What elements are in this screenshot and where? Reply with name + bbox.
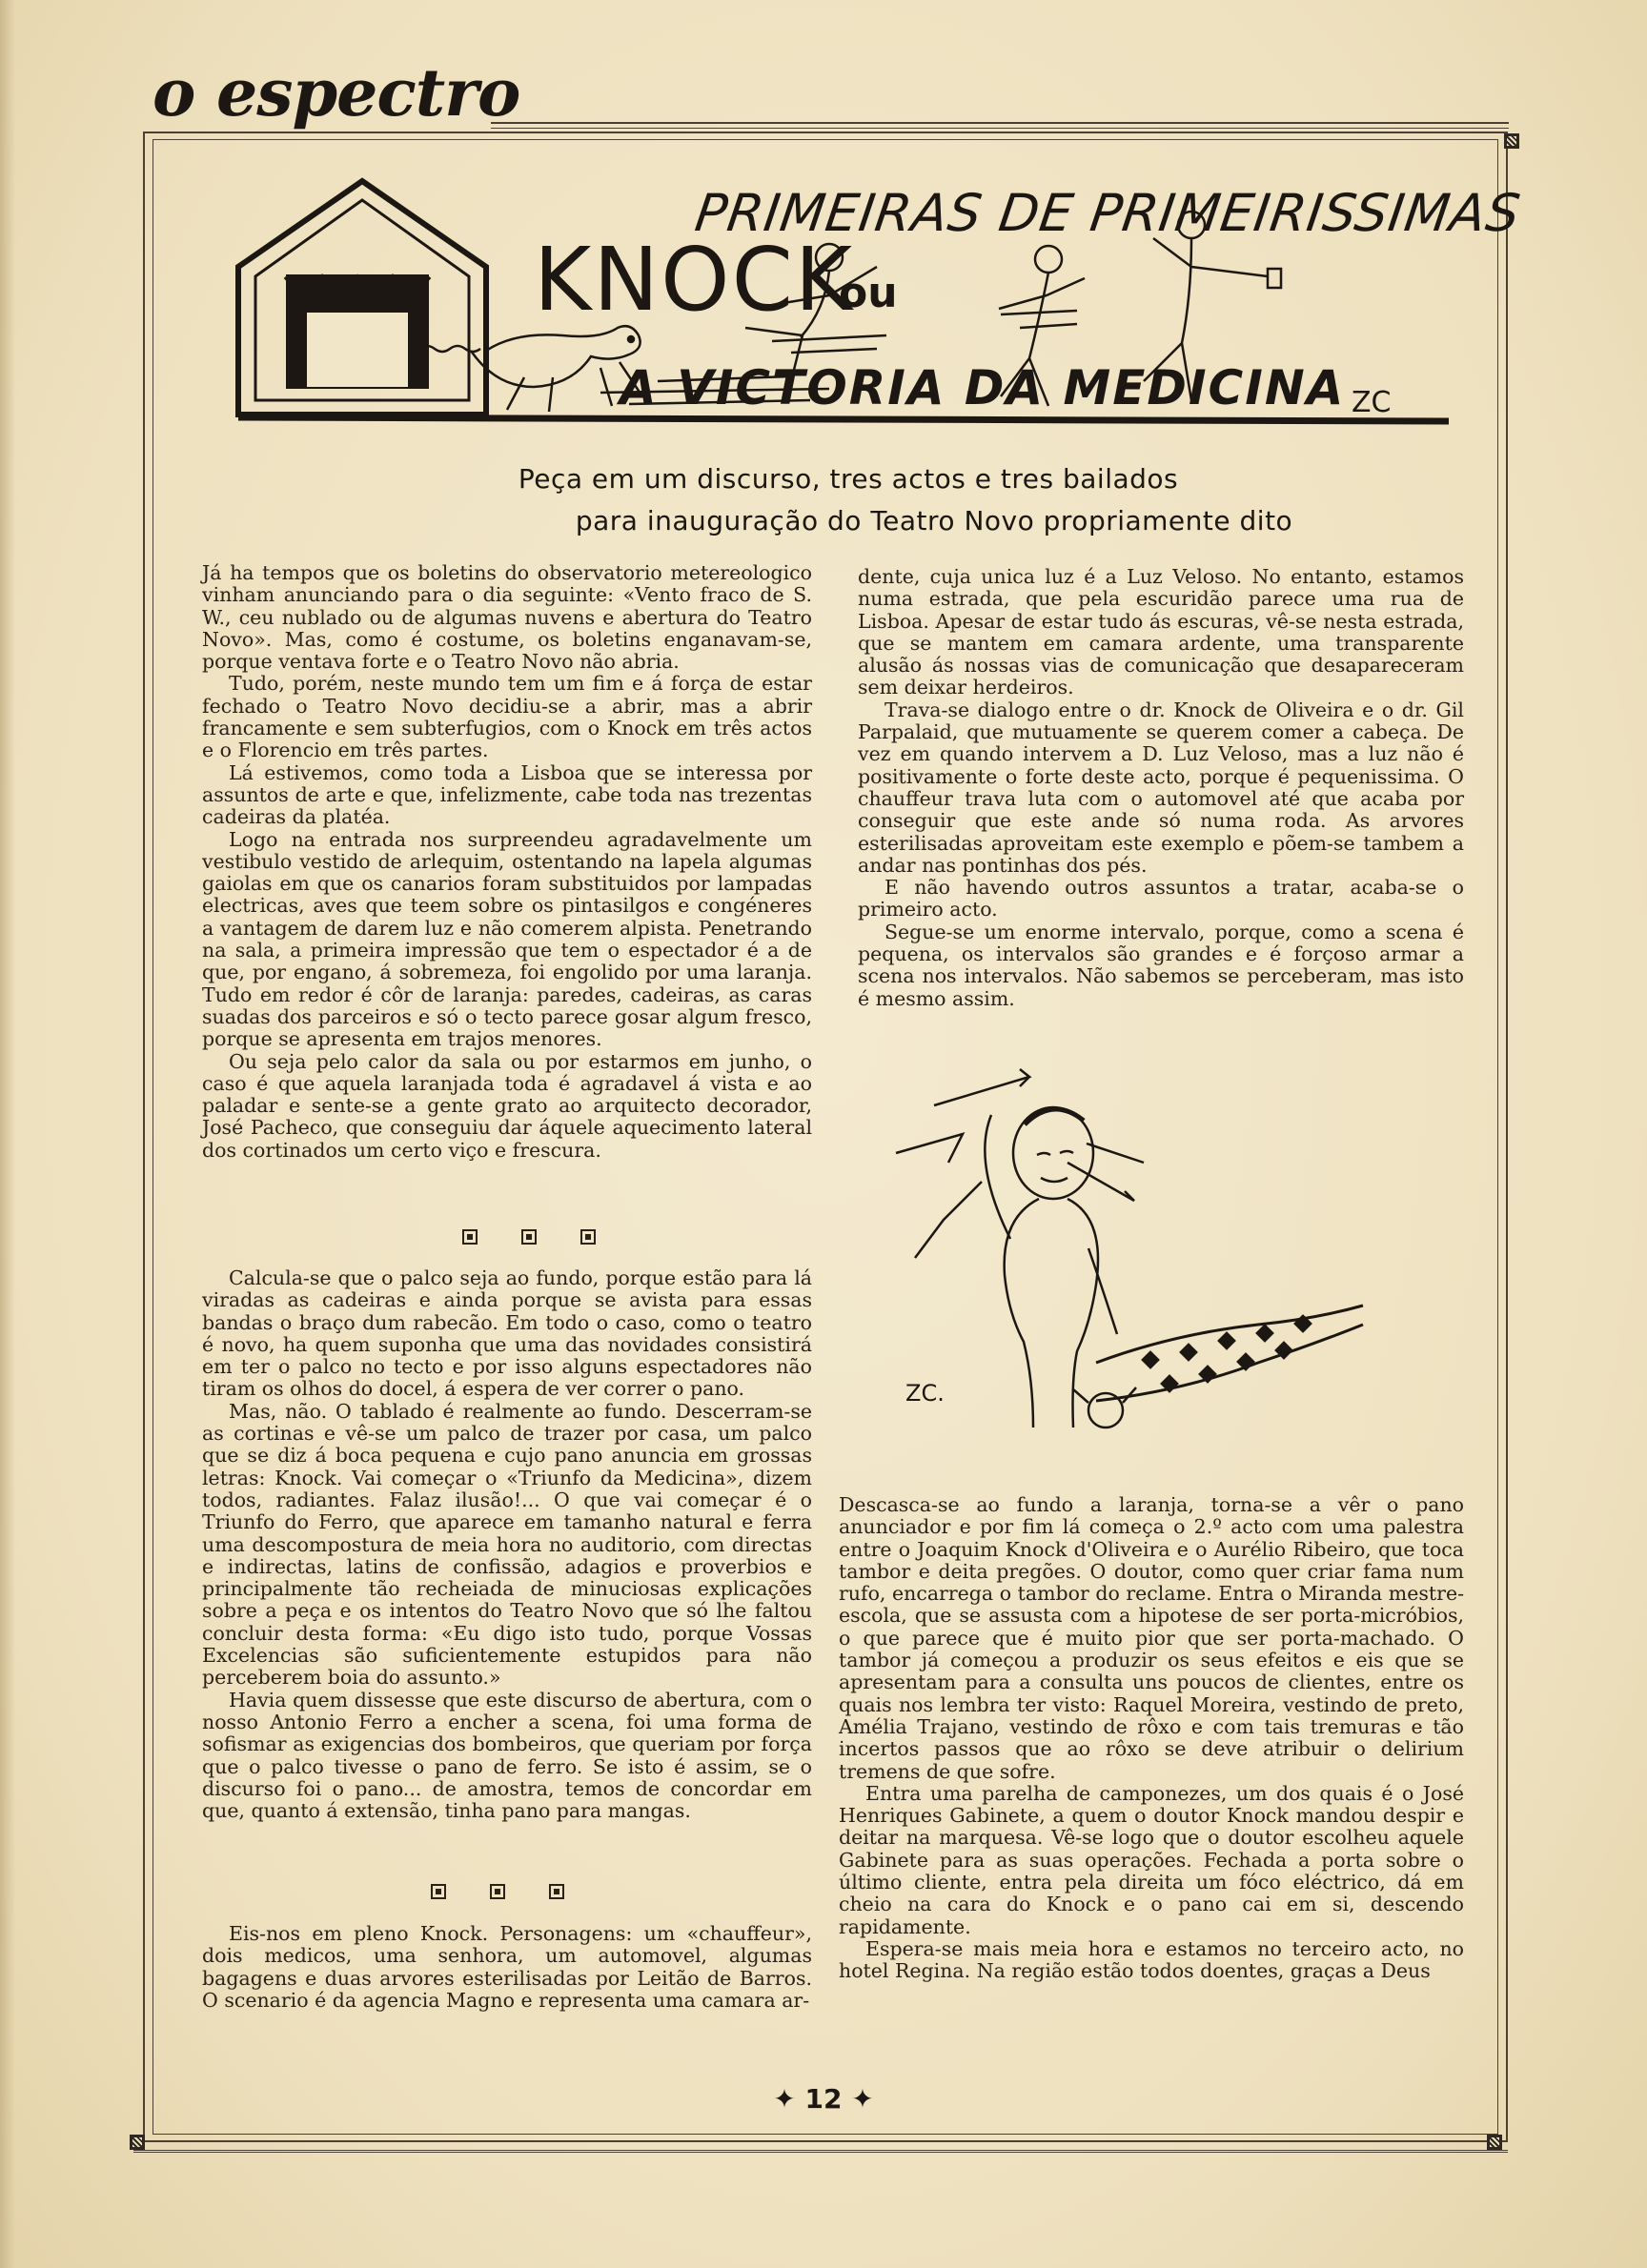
paragraph: Segue-se um enorme intervalo, porque, como a scena é pequena, os intervalos são grandes e é forçoso armar a scena nos intervalos. Não sabemos se perceberam, mas isto é mesmo assim. [858,920,1464,1010]
divider-square-icon [490,1884,505,1899]
paragraph: Calcula-se que o palco seja ao fundo, porque estão para lá viradas as cadeiras e ainda porque se avista para essas bandas o braço dum rabecão. Em todo o caso, como o teatro é novo, ha quem suponha que uma das novidades consistirá em ter o palco no tecto e por isso alguns espectadores não tiram os olhos do docel, á espera de ver correr o pano. [202,1266,812,1401]
paragraph: Ou seja pelo calor da sala ou por estarmos em junho, o caso é que aquela laranjada toda é agradavel á vista e ao paladar e sente-se a gente grato ao arquitecto decorador, José Pacheco, que conseguiu dar áquele aquecimento lateral dos cortinados um certo viço e frescura. [202,1049,812,1162]
paragraph: dente, cuja unica luz é a Luz Veloso. No entanto, estamos numa estrada, que pela escuridão parece uma rua de Lisboa. Apesar de estar tudo ás escuras, vê-se nesta estrada, que se mantem em camara ardente, uma transparente alusão ás nossas vias de comunicação que desapareceram sem deixar herdeiros. [858,565,1464,699]
left-column-section-2 [202,1267,812,1822]
section-divider [431,1884,564,1899]
paragraph: E não havendo outros assuntos a tratar, acaba-se o primeiro acto. [858,876,1464,921]
harlequin-diamonds [1141,1314,1312,1393]
divider-square-icon [521,1229,537,1245]
corner-ornament-bottom-right [1487,2135,1502,2150]
bottom-rule [133,2150,1508,2153]
page-number: ✦ 12 ✦ [773,2083,874,2115]
left-column-section-1 [202,562,812,1162]
divider-square-icon [580,1229,596,1245]
binding-edge [0,0,15,2268]
divider-square-icon [462,1229,478,1245]
paragraph: Tudo, porém, neste mundo tem um fim e á força de estar fechado o Teatro Novo decidiu-se a abrir, mas a abrir francamente e sem subterfugios, com o Knock em três actos e o Florencio em três partes. [202,672,812,762]
theatre-house-icon [238,181,486,415]
left-column-section-3 [202,1923,812,2012]
subtitle-line-2: para inauguração do Teatro Novo propriamente dito [575,505,1293,537]
paragraph: Já ha tempos que os boletins do observatorio metereologico vinham anunciando para o dia seguinte: «Vento fraco de S. W., ceu nublado ou de algumas nuvens e abertura do Teatro Novo». Mas, como é costume, os boletins enganavam-se, porque ventava forte e o Teatro Novo não abria. [202,561,812,674]
illustration-signature: ZC. [905,1380,945,1407]
series-title: PRIMEIRAS DE PRIMEIRISSIMAS [691,183,1525,243]
paragraph: Havia quem dissesse que este discurso de abertura, com o nosso Antonio Ferro a encher a scena, foi uma forma de sofismar as exigencias dos bombeiros, que queriam por força que o palco tivesse o pano de ferro. Se isto é assim, se o discurso foi o pano... de amostra, temos de concordar em que, quanto á extensão, tinha pano para mangas. [202,1688,812,1823]
paragraph: Trava-se dialogo entre o dr. Knock de Oliveira e o dr. Gil Parpalaid, que mutuamente se querem comer a cabeça. De vez em quando intervem a D. Luz Veloso, mas a luz não é positivamente o forte deste acto, porque é pequenissima. O chauffeur trava luta com o automovel até que acaba por conseguir que este ande só numa roda. As arvores esterilisadas aproveitam este exemplo e põem-se tambem a andar nas pontinhas dos pés. [858,698,1464,877]
paragraph: Descasca-se ao fundo a laranja, torna-se a vêr o pano anunciador e por fim lá começa o 2.º acto com uma palestra entre o Joaquim Knock d'Oliveira e o Aurélio Ribeiro, que toca tambor e deita pregões. O doutor, como quer criar fama num rufo, encarrega o tambor do reclame. Entra o Miranda mestre-escola, que se assusta com a hipotese de ser porta-micróbios, o que parece que é muito pior que ser porta-machado. O tambor já começou a produzir os seus efeitos e eis que se apresentam para a consulta uns poucos de clientes, entre os quais nos lembra ter visto: Raquel Moreira, vestindo de preto, Amélia Trajano, vestindo de rôxo e com tais tremuras e tão incertos passos que ao rôxo se deve atribuir o delirium tremens de que sofre. [839,1493,1464,1783]
right-column-section-1 [858,566,1464,1010]
right-column-section-2 [839,1494,1464,1983]
divider-square-icon [549,1884,564,1899]
paragraph: Lá estivemos, como toda a Lisboa que se interessa por assuntos de arte e que, infelizmente, cabe toda nas trezentas cadeiras da platéa. [202,760,812,829]
corner-ornament-top-right [1504,133,1519,149]
header-signature: ZC [1352,386,1392,419]
headline-subtitle: A VICTORIA DA MEDICINA [620,360,1346,415]
headline-connector: ou [839,269,898,317]
paragraph: Espera-se mais meia hora e estamos no terceiro acto, no hotel Regina. Na região estão todos doentes, graças a Deus [839,1936,1464,1983]
corner-ornament-bottom-left [130,2135,145,2150]
divider-square-icon [431,1884,446,1899]
top-rule [491,122,1509,129]
headline-main: KNOCK [534,229,855,331]
subtitle-line-1: Peça em um discurso, tres actos e tres bailados [518,463,1179,495]
paragraph: Mas, não. O tablado é realmente ao fundo. Descerram-se as cortinas e vê-se um palco de trazer por casa, um palco que se diz á boca pequena e cujo pano anuncia em grossas letras: Knock. Vai começar o «Triunfo da Medicina», dizem todos, radiantes. Falaz ilusão!... O que vai começar é o Triunfo do Ferro, que aparece em tamanho natural e ferra uma descompostura de meia hora no auditorio, com directas e indirectas, latins de confissão, adagios e proverbios e principalmente tão recheiada de minuciosas explicações sobre a peça e os intentos do Teatro Novo que só lhe faltou concluir desta forma: «Eu digo isto tudo, porque Vossas Excelencias são suficientemente estupidos para não perceberem boia do assunto.» [202,1399,812,1690]
section-divider [462,1229,596,1245]
paragraph: Eis-nos em pleno Knock. Personagens: um «chauffeur», dois medicos, uma senhora, um automovel, algumas bagagens e duas arvores esterilisadas por Leitão de Barros. O scenario é da agencia Magno e representa uma camara ar- [202,1922,812,2012]
masthead: o espectro [152,55,520,132]
caricature-illustration [839,1048,1430,1468]
paragraph: Logo na entrada nos surpreendeu agradavelmente um vestibulo vestido de arlequim, ostentando na lapela algumas gaiolas em que os canarios foram substituidos por lampadas electricas, aves que teem sobre os pintasilgos e congéneres a vantagem de darem luz e não comerem alpista. Penetrando na sala, a primeira impressão que tem o espectador é a de que, por engano, á sobremeza, foi engolido por uma laranja. Tudo em redor é côr de laranja: paredes, cadeiras, as caras suadas dos parceiros e só o tecto parece gosar algum fresco, porque se apresenta em trajos menores. [202,827,812,1051]
paragraph: Entra uma parelha de camponezes, um dos quais é o José Henriques Gabinete, a quem o doutor Knock mandou despir e deitar na marquesa. Vê-se logo que o doutor escolheu aquele Gabinete para as suas operações. Fechada a porta sobre o último cliente, entra pela direita um fóco eléctrico, dá em cheio na cara do Knock e o pano cai em si, descendo rapidamente. [839,1781,1464,1938]
